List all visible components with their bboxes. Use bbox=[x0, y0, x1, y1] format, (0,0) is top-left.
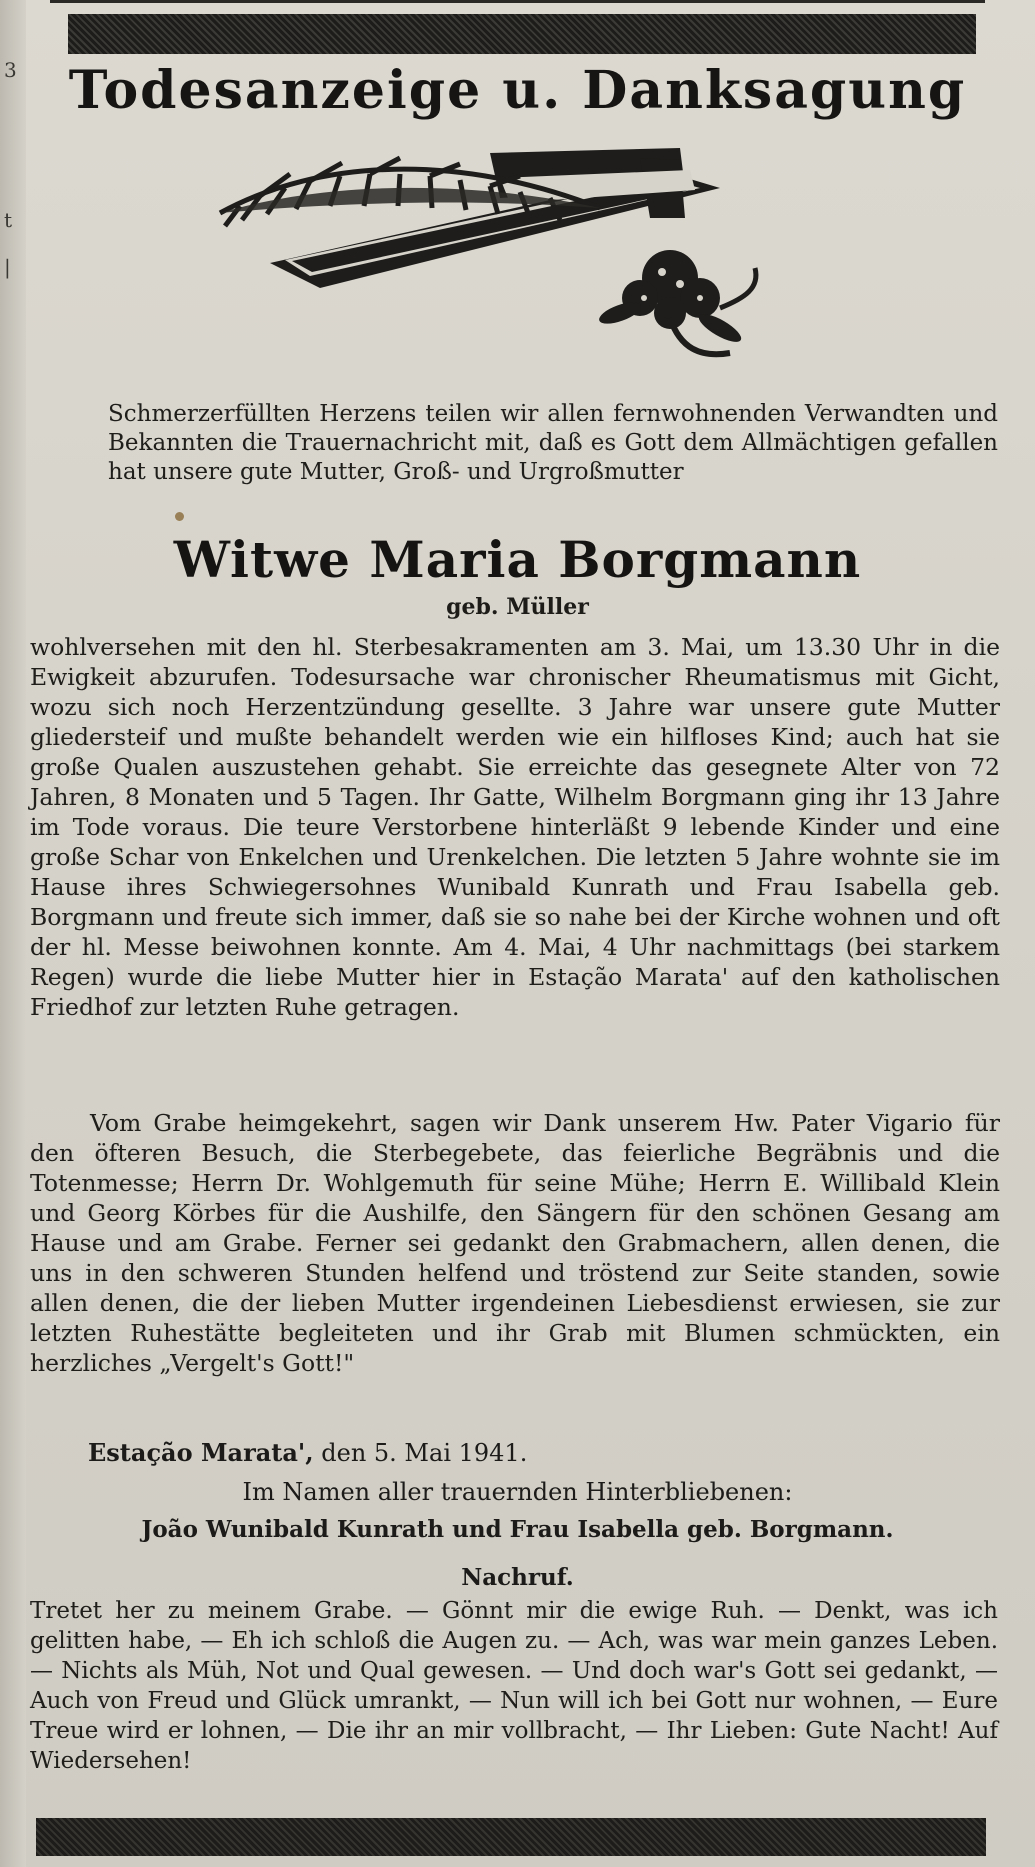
bereaved-intro: Im Namen aller trauernden Hinterbliebenen: bbox=[242, 1478, 793, 1506]
thanks-text: Vom Grabe heimgekehrt, sagen wir Dank unserem Hw. Pater Vigario für den öfteren Besuch, die Sterbegebete, das feierliche Begräbnis und die Totenmesse; Herrn Dr. Wohlgemuth für seine Mühe; Herrn E. Willibald Klein und Georg Körbes für die Aushilfe, den Sängern für den schönen Gesang am Hause und am Grabe. Ferner sei gedankt den Grabmachern, allen denen, die uns in den schweren Stunden helfend und tröstend zur Seite standen, sowie allen denen, die der lieben Mutter irgendeinen Liebesdienst erwiesen, sie zur letzten Ruhestätte begleiteten und ihr Grab mit Blumen schmückten, ein herzliches „Vergelt's Gott!" bbox=[30, 1109, 1000, 1377]
nachruf-title: Nachruf. bbox=[461, 1564, 574, 1591]
deceased-name: Witwe Maria Borgmann bbox=[173, 530, 862, 589]
margin-glyph: 3 bbox=[4, 58, 17, 82]
adjacent-column-edge bbox=[0, 0, 26, 1867]
bottom-black-bar bbox=[36, 1818, 986, 1856]
margin-glyph: t bbox=[4, 208, 13, 232]
date-text: den 5. Mai 1941. bbox=[313, 1439, 528, 1467]
signers: João Wunibald Kunrath und Frau Isabella geb. Borgmann. bbox=[141, 1516, 894, 1543]
intro-paragraph: Schmerzerfüllten Herzens teilen wir allen fernwohnenden Verwandten und Bekannten die Trauernachricht mit, daß es Gott dem Allmächtigen gefallen hat unsere gute Mutter, Groß- und Urgroßmutter bbox=[108, 401, 998, 485]
headline: Todesanzeige u. Danksagung bbox=[68, 60, 967, 121]
palm-branch-cross-flowers-icon bbox=[200, 148, 860, 408]
obituary-paragraph: wohlversehen mit den hl. Sterbesakramenten am 3. Mai, um 13.30 Uhr in die Ewigkeit abzurufen. Todesursache war chronischer Rheumatismus mit Gicht, wozu sich noch Herzentzündung gesellte. 3 Jahre war unsere gute Mutter gliedersteif und mußte behandelt werden wie ein hilfloses Kind; auch hat sie große Qualen auszustehen gehabt. Sie erreichte das gesegnete Alter von 72 Jahren, 8 Monaten und 5 Tagen. Ihr Gatte, Wilhelm Borgmann ging ihr 13 Jahre im Tode voraus. Die teure Verstorbene hinterläßt 9 lebende Kinder und eine große Schar von Enkelchen und Urenkelchen. Die letzten 5 Jahre wohnte sie im Hause ihres Schwiegersohnes Wunibald Kunrath und Frau Isabella geb. Borgmann und freute sich immer, daß sie so nahe bei der Kirche wohnen und oft der hl. Messe beiwohnen konnte. Am 4. Mai, 4 Uhr nachmittags (bei starkem Regen) wurde die liebe Mutter hier in Estação Marata' auf den katholischen Friedhof zur letzten Ruhe getragen. bbox=[30, 633, 1000, 1021]
maiden-name: geb. Müller bbox=[446, 594, 589, 620]
margin-glyph: | bbox=[4, 255, 11, 279]
nachruf-poem: Tretet her zu meinem Grabe. — Gönnt mir die ewige Ruh. — Denkt, was ich gelitten habe, — Eh ich schloß die Augen zu. — Ach, was war mein ganzes Leben. — Nichts als Müh, Not und Qual gewesen. — Und doch war's Gott sei gedankt, — Auch von Freud und Glück umrankt, — Nun will ich bei Gott nur wohnen, — Eure Treue wird er lohnen, — Die ihr an mir vollbracht, — Ihr Lieben: Gute Nacht! Auf Wiedersehen! bbox=[30, 1598, 998, 1774]
thanks-paragraph bbox=[30, 1108, 1000, 1378]
top-rule bbox=[50, 0, 985, 3]
place-name: Estação Marata', bbox=[88, 1438, 314, 1467]
ink-spot bbox=[175, 512, 184, 521]
place-date-line bbox=[88, 1438, 988, 1467]
top-black-bar bbox=[68, 14, 976, 54]
